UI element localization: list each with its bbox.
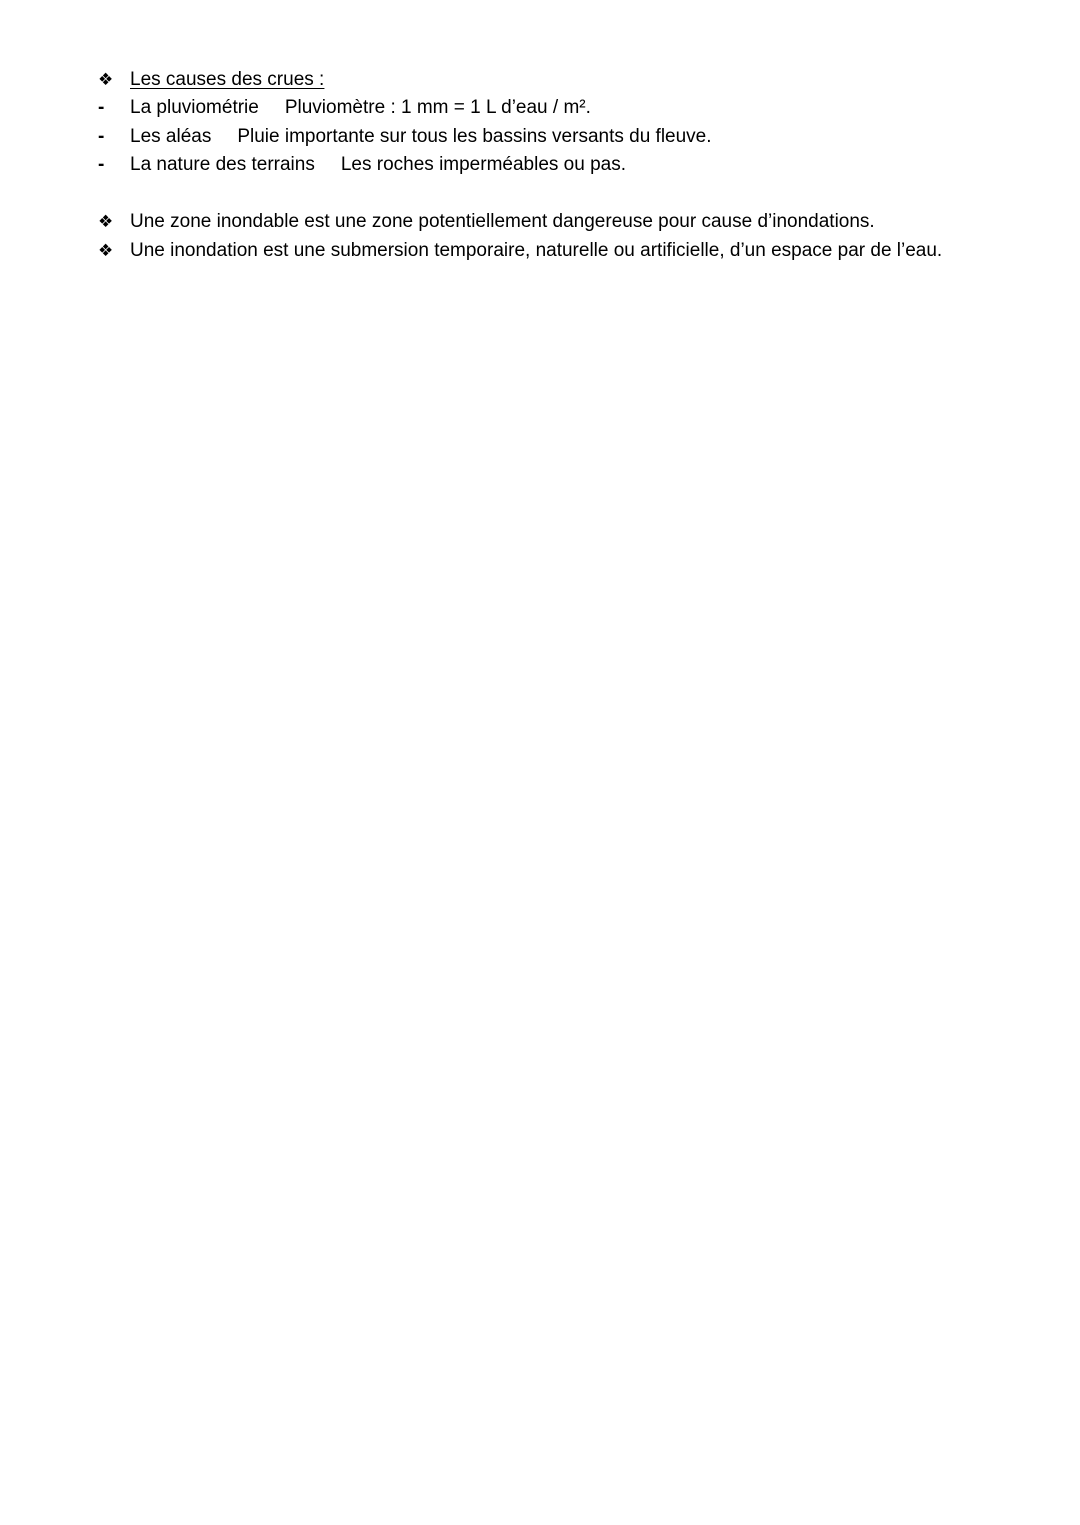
definition-text: Une zone inondable est une zone potentiellement dangereuse pour cause d’inondations. <box>130 211 875 232</box>
diamond-bullet-icon: ❖ <box>98 70 114 90</box>
definition-text: Une inondation est une submersion temporaire, naturelle ou artificielle, d’un espace par de l’eau. <box>130 240 943 261</box>
definition-item <box>98 208 875 236</box>
diamond-bullet-icon: ❖ <box>98 212 114 232</box>
dash-bullet: - <box>98 154 105 175</box>
cause-term: Les aléas <box>130 126 212 147</box>
cause-term: La nature des terrains <box>130 154 315 175</box>
dash-bullet: - <box>98 97 105 118</box>
diamond-bullet-icon: ❖ <box>98 241 114 261</box>
cause-detail: Pluie importante sur tous les bassins versants du fleuve. <box>237 126 712 147</box>
dash-bullet: - <box>98 126 105 147</box>
list-item <box>98 151 626 179</box>
causes-heading-line <box>98 66 324 94</box>
causes-heading: Les causes des crues : <box>130 69 325 90</box>
cause-detail: Pluviomètre : 1 mm = 1 L d’eau / m². <box>284 97 591 118</box>
definition-item <box>98 237 942 265</box>
cause-detail: Les roches imperméables ou pas. <box>340 154 626 175</box>
list-item <box>98 94 591 122</box>
cause-term: La pluviométrie <box>130 97 259 118</box>
list-item <box>98 123 712 151</box>
